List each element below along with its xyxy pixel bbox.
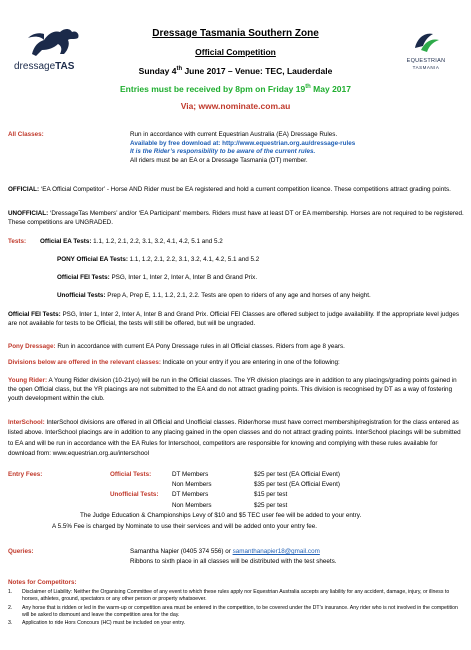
fei-paragraph [8, 311, 464, 328]
young-rider-text: A Young Rider division (10-21yo) will be run in the Official classes. The YR division placings are in addition to any placings/grading points gained in the open Official class, but the YR placings are not submitted to the EA and do not attract grading points. This division is recognised by DT as a way of fostering youth development within the club. [8, 377, 457, 403]
interschool-label: InterSchool: [8, 419, 45, 426]
notes-item-1: 1. Disclaimer of Liability: Neither the Organising Committee of any event to which these rules apply nor Equestrian Australia accepts any liability for any accident, damage, injury, or illness to horses, athletes, ground, spectators or any other person or property whatsoever. [8, 589, 450, 603]
fees-row-3-who: Non Members [172, 502, 212, 509]
interschool-text: InterSchool divisions are offered in all Official and Unofficial classes. Rider/horse must have correct membership/registration for the class entered as listed above. InterSchool placings are in addition to any placing gained in the open classes and do not attract grading points. InterSchool placings will be submitted to EA and will be run in accordance with the EA Rules for Interschool, competitors are responsible for knowing and complying with these rules available for download from: www.equestrian.org.au/interschool [8, 419, 461, 458]
pony-label: Pony Dressage: [8, 343, 56, 350]
interschool-paragraph [8, 418, 464, 460]
date-venue: Sunday 4th June 2017 – Venue: TEC, Lauderdale [138, 66, 333, 76]
pony-text: Run in accordance with current EA Pony Dressage rules in all Official classes. Riders from age 8 years. [55, 343, 345, 350]
fees-row-2-who: DT Members [172, 491, 209, 498]
official-text: ‘EA Official Competitor’ - Horse AND Rider must be EA registered and hold a current competition licence. These competitions attract grading points. [39, 186, 451, 193]
notes-label: Notes for Competitors: [8, 579, 77, 586]
page-title: Dressage Tasmania Southern Zone [152, 28, 319, 39]
all-classes-label: All Classes: [8, 131, 44, 138]
fees-row-0-who: DT Members [172, 471, 209, 478]
via-nominate: Via; www.nominate.com.au [180, 101, 291, 111]
fees-levy: The Judge Education & Championships Levy of $10 and $5 TEC user fee will be added to your entry. [80, 512, 362, 519]
young-rider-paragraph [8, 376, 464, 403]
logo-right-text-1: EQUESTRIAN [406, 57, 446, 64]
unofficial-paragraph [8, 210, 464, 227]
all-classes-line3: It is the Rider’s responsibility to be aware of the current rules. [130, 148, 316, 155]
tests-label: Tests: [8, 238, 27, 245]
queries-email-link[interactable]: samanthanapier18@gmail.com [232, 548, 320, 555]
notes-list [8, 589, 466, 627]
official-label: OFFICIAL: [8, 186, 40, 193]
fei-label: Official FEI Tests: [8, 311, 61, 318]
fees-official-label: Official Tests: [110, 471, 152, 478]
page-subtitle: Official Competition [195, 47, 276, 57]
tests-row-2: Official FEI Tests: PSG, Inter 1, Inter 2, Inter A, Inter B and Grand Prix. [57, 274, 258, 281]
fees-surcharge: A 5.5% Fee is charged by Nominate to use their services and will be added onto your entry fee. [52, 523, 317, 530]
pony-paragraph [8, 343, 464, 352]
tests-row-3: Unofficial Tests: Prep A, Prep E, 1.1, 1.2, 2.1, 2.2. Tests are open to riders of any age and horses of any height. [57, 292, 371, 299]
notes-item-3: 3. Application to ride Hors Concours (HC) must be included on your entry. [8, 620, 186, 627]
all-classes-line2: Available by free download at: http://www.equestrian.org.au/dressage-rules [130, 139, 356, 147]
all-classes-block [130, 131, 465, 165]
entry-fees-label: Entry Fees: [8, 471, 43, 478]
fees-row-1-price: $35 per test (EA Official Event) [254, 481, 340, 488]
official-paragraph [8, 186, 464, 195]
notes-item-2: 2. Any horse that is ridden or led in the warm-up or competition area must be entered in the competition, to be covered under the DT’s insurance. Any rider who is not involved in the competition will be asked to dismount and leave the competition area for the day. [8, 604, 458, 618]
divisions-paragraph [8, 359, 464, 368]
tests-row-1: PONY Official EA Tests: 1.1, 1.2, 2.1, 2.2, 3.1, 3.2, 4.1, 4.2, 5.1 and 5.2 [57, 256, 260, 263]
fei-text: PSG, Inter 1, Inter 2, Inter A, Inter B and Grand Prix. Official FEI Classes are offered subject to judge availability. If the appropriate level judges are not available for tests to be Official, the tests will still be offered, but will be ungraded. [8, 311, 460, 327]
young-rider-label: Young Rider: [8, 377, 48, 384]
divisions-text: Indicate on your entry if you are entering in one of the following: [160, 359, 340, 366]
queries-ribbons: Ribbons to sixth place in all classes will be distributed with the test sheets. [130, 558, 337, 565]
all-classes-line1: Run in accordance with current Equestrian Australia (EA) Dressage Rules. [130, 131, 338, 138]
fees-unofficial-label: Unofficial Tests: [110, 491, 159, 498]
fees-row-1-who: Non Members [172, 481, 212, 488]
fees-row-0-price: $25 per test (EA Official Event) [254, 471, 340, 478]
unofficial-label: UNOFFICIAL: [8, 210, 49, 217]
logo-left-text: dressageTAS [14, 60, 75, 72]
fees-row-3-price: $25 per test [254, 502, 288, 509]
all-classes-line4: All riders must be an EA or a Dressage Tasmania (DT) member. [130, 156, 308, 164]
queries-label: Queries: [8, 548, 34, 555]
unofficial-text: ‘DressageTas Members’ and/or ‘EA Participant’ members. Riders must have at least DT or EA membership. Horses are not required to be registered. These competitions are UNGRADED. [8, 210, 464, 226]
logo-right-text-2: TASMANIA [412, 64, 440, 70]
entries-deadline: Entries must be received by 8pm on Friday 19th May 2017 [120, 84, 351, 94]
divisions-label: Divisions below are offered in the relevant classes: [8, 359, 161, 366]
queries-contact: Samantha Napier (0405 374 556) or samanthanapier18@gmail.com [130, 548, 320, 555]
fees-row-2-price: $15 per test [254, 491, 288, 498]
tests-row-0: Official EA Tests: 1.1, 1.2, 2.1, 2.2, 3.1, 3.2, 4.1, 4.2, 5.1 and 5.2 [40, 238, 223, 245]
